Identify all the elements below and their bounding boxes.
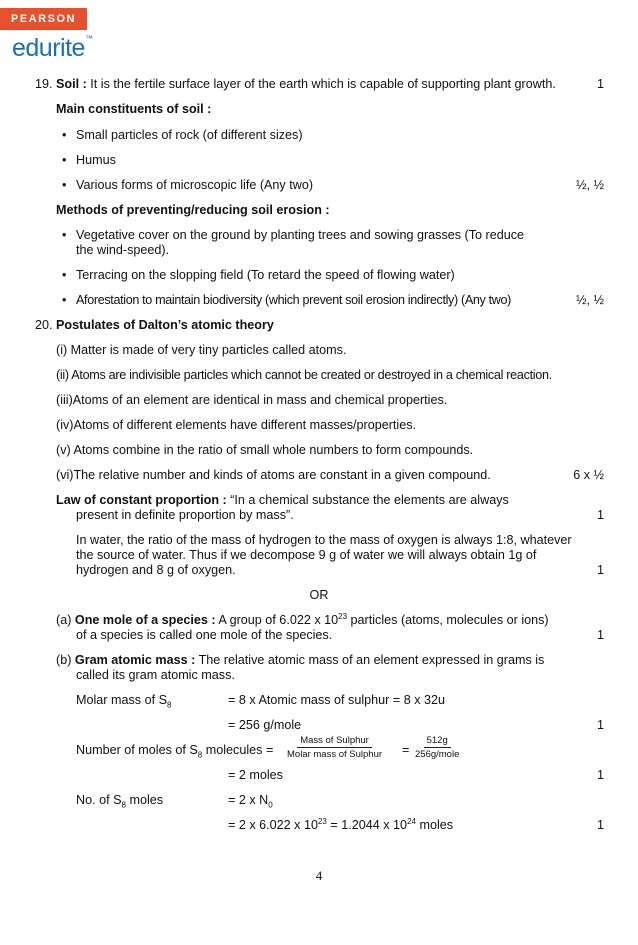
constituent-item: Humus bbox=[76, 153, 116, 167]
law-mark: 1 bbox=[596, 508, 604, 522]
postulates-mark: 6 x ½ bbox=[573, 468, 604, 482]
postulate-item: (iii)Atoms of an element are identical in mass and chemical properties. bbox=[56, 393, 448, 407]
method-item-line1: Vegetative cover on the ground by planting trees and sowing grasses (To reduce bbox=[76, 228, 525, 242]
moles-mark: 1 bbox=[596, 768, 604, 782]
water-mark: 1 bbox=[596, 563, 604, 577]
moles-label-text: Number of moles of S bbox=[76, 743, 198, 757]
fraction-denominator: Molar mass of Sulphur bbox=[287, 749, 383, 760]
postulate-item: (i) Matter is made of very tiny particles called atoms. bbox=[56, 343, 347, 357]
molar-mass-label bbox=[76, 692, 171, 708]
no-of-moles-eq2-part: = 1.2044 x 10 bbox=[326, 818, 408, 832]
part-a-line1 bbox=[56, 612, 549, 628]
water-line: the source of water. Thus if we decompose 9 g of water we will always obtain 1g of bbox=[76, 548, 537, 562]
method-item-line2: the wind-speed). bbox=[76, 243, 170, 257]
equals-sign: = bbox=[402, 743, 410, 757]
part-a-mark: 1 bbox=[596, 628, 604, 642]
bullet-dot: • bbox=[62, 268, 67, 282]
no-of-moles-mark: 1 bbox=[596, 818, 604, 832]
method-item-line1: Aforestation to maintain biodiversity (which prevent soil erosion indirectly) (Any two) bbox=[76, 293, 512, 307]
no-of-moles-label-end: moles bbox=[125, 793, 164, 807]
part-a-text: A group of 6.022 x 10 bbox=[215, 613, 339, 627]
no-of-moles-eq1 bbox=[228, 792, 273, 808]
water-line: In water, the ratio of the mass of hydrogen to the mass of oxygen is always 1:8, whatever bbox=[76, 533, 572, 547]
or-divider: OR bbox=[309, 588, 329, 602]
moles-subscript: 8 bbox=[197, 750, 203, 760]
law-line2: present in definite proportion by mass”. bbox=[76, 508, 294, 522]
part-b-line1 bbox=[56, 652, 544, 668]
part-b-label: Gram atomic mass : bbox=[74, 653, 196, 667]
no-of-moles-eq2 bbox=[228, 817, 453, 833]
q19-mark: 1 bbox=[596, 77, 604, 91]
avogadro-subscript: 0 bbox=[268, 800, 273, 810]
exponent: 23 bbox=[317, 816, 327, 826]
law-label: Law of constant proportion : bbox=[56, 493, 227, 507]
edurite-logo-text: edurite bbox=[12, 34, 85, 62]
molar-mass-label-text: Molar mass of S bbox=[76, 693, 167, 707]
constituents-heading: Main constituents of soil : bbox=[56, 102, 212, 116]
exponent: 24 bbox=[407, 816, 416, 826]
q20-heading: Postulates of Dalton’s atomic theory bbox=[56, 318, 274, 332]
no-of-moles-eq1-text: = 2 x N bbox=[228, 793, 269, 807]
moles-label bbox=[76, 742, 273, 758]
moles-label-end: molecules = bbox=[202, 743, 274, 757]
bullet-dot: • bbox=[62, 228, 67, 242]
part-a-label: One mole of a species : bbox=[74, 613, 216, 627]
no-of-moles-eq2-part: = 2 x 6.022 x 10 bbox=[228, 818, 318, 832]
constituent-item: Small particles of rock (of different sizes) bbox=[76, 128, 303, 142]
q19-definition bbox=[35, 76, 556, 92]
no-of-moles-eq2-part: moles bbox=[415, 818, 454, 832]
postulate-item: (ii) Atoms are indivisible particles which cannot be created or destroyed in a chemical reaction. bbox=[56, 368, 552, 382]
part-a-line2: of a species is called one mole of the species. bbox=[76, 628, 333, 642]
no-of-moles-label bbox=[76, 792, 163, 808]
bullet-dot: • bbox=[62, 153, 67, 167]
edurite-logo bbox=[12, 34, 92, 63]
part-b-line2: called its gram atomic mass. bbox=[76, 668, 235, 682]
part-a-prefix: (a) bbox=[56, 613, 72, 627]
constituents-mark: ½, ½ bbox=[575, 178, 604, 192]
page-number: 4 bbox=[315, 868, 323, 883]
bullet-dot: • bbox=[62, 178, 67, 192]
fraction-values bbox=[412, 735, 462, 760]
fraction-denominator: 256g/mole bbox=[415, 749, 460, 760]
q20-heading-row bbox=[35, 317, 274, 333]
methods-mark: ½, ½ bbox=[575, 293, 604, 307]
methods-heading: Methods of preventing/reducing soil erosion : bbox=[56, 203, 330, 217]
no-of-moles-label-text: No. of S bbox=[76, 793, 122, 807]
fraction-numerator: Mass of Sulphur bbox=[297, 735, 372, 748]
postulate-item: (v) Atoms combine in the ratio of small whole numbers to form compounds. bbox=[56, 443, 474, 457]
q19-text: It is the fertile surface layer of the earth which is capable of supporting plant growth. bbox=[86, 77, 556, 91]
q19-label: Soil : bbox=[56, 77, 87, 91]
q20-number: 20. bbox=[35, 318, 53, 332]
bullet-dot: • bbox=[62, 128, 67, 142]
moles-eq2: = 2 moles bbox=[228, 768, 283, 782]
q19-number: 19. bbox=[35, 77, 53, 91]
edurite-tm: ™ bbox=[84, 34, 93, 43]
law-line1 bbox=[56, 492, 509, 508]
fraction-numerator: 512g bbox=[424, 735, 451, 748]
pearson-logo: PEARSON bbox=[0, 8, 87, 30]
postulate-item: (vi)The relative number and kinds of atoms are constant in a given compound. bbox=[56, 468, 491, 482]
part-a-text-end: particles (atoms, molecules or ions) bbox=[347, 613, 549, 627]
water-line: hydrogen and 8 g of oxygen. bbox=[76, 563, 236, 577]
part-b-text: The relative atomic mass of an element expressed in grams is bbox=[195, 653, 545, 667]
molar-mass-mark: 1 bbox=[596, 718, 604, 732]
molar-mass-subscript: 8 bbox=[166, 700, 172, 710]
law-text: “In a chemical substance the elements are always bbox=[226, 493, 509, 507]
molar-mass-eq2: = 256 g/mole bbox=[228, 718, 302, 732]
fraction-mass-ratio bbox=[284, 735, 385, 760]
part-b-prefix: (b) bbox=[56, 653, 72, 667]
molar-mass-eq1: = 8 x Atomic mass of sulphur = 8 x 32u bbox=[228, 693, 446, 707]
bullet-dot: • bbox=[62, 293, 67, 307]
no-of-moles-subscript: 8 bbox=[121, 800, 126, 810]
postulate-item: (iv)Atoms of different elements have different masses/properties. bbox=[56, 418, 417, 432]
method-item-line1: Terracing on the slopping field (To retard the speed of flowing water) bbox=[76, 268, 455, 282]
part-a-exponent: 23 bbox=[338, 611, 348, 621]
constituent-item: Various forms of microscopic life (Any two) bbox=[76, 178, 314, 192]
